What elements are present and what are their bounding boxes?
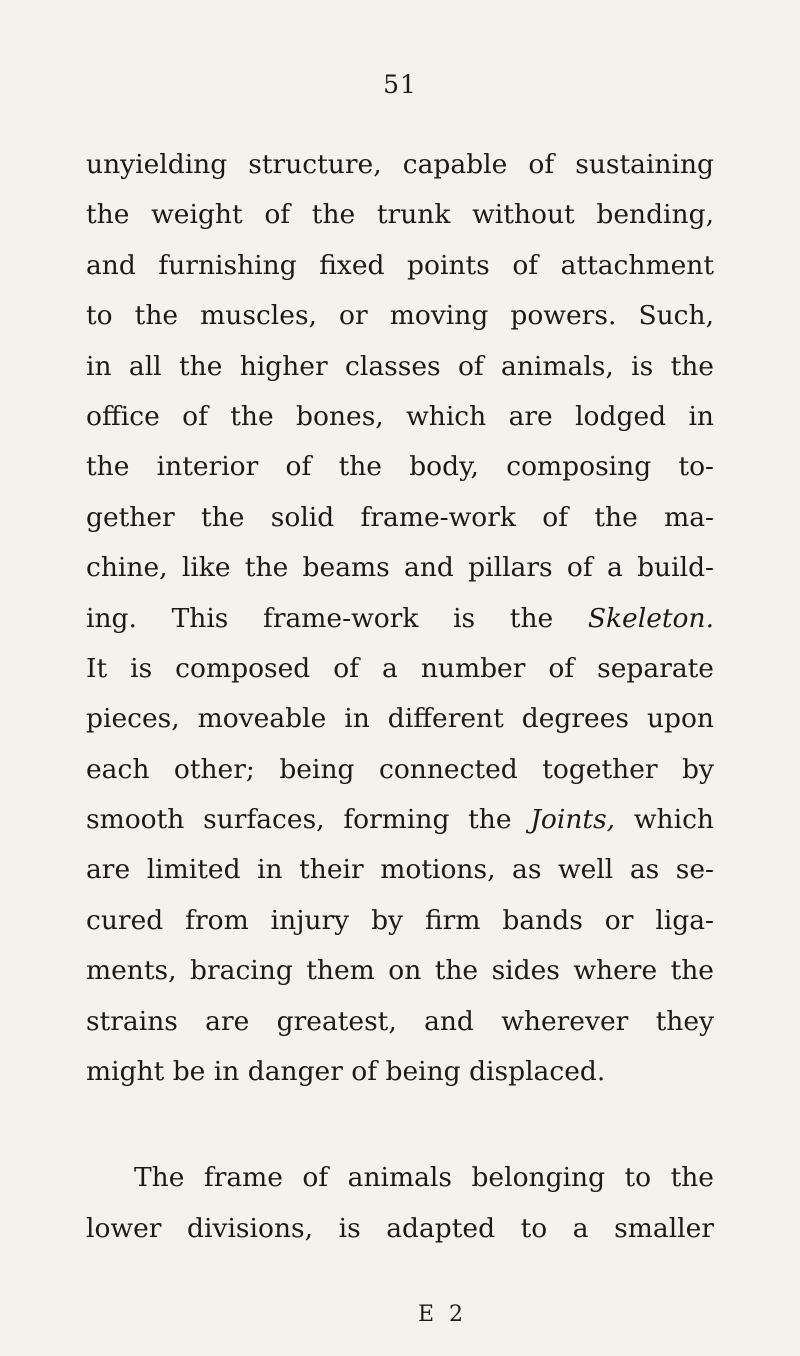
text-line: to the muscles, or moving powers. Such,	[86, 300, 714, 332]
text-line: The frame of animals belonging to the	[134, 1162, 714, 1194]
text-line: cured from injury by firm bands or liga-	[86, 904, 714, 936]
signature-mark: E 2	[418, 1302, 468, 1327]
italic-term-joints: Joints,	[530, 804, 616, 836]
text-line: and furnishing fixed points of attachment	[86, 249, 714, 281]
text-line-joints	[86, 795, 714, 845]
text-line: pieces, moveable in different degrees upon	[86, 703, 714, 735]
body-text	[86, 140, 714, 1254]
text-line: unyielding structure, capable of sustaining	[86, 149, 714, 180]
text-segment: ing. This frame-work is the	[86, 602, 588, 634]
italic-term-skeleton: Skeleton.	[587, 602, 714, 634]
text-line: might be in danger of being displaced.	[86, 1056, 606, 1088]
text-segment: smooth surfaces, forming the	[86, 804, 531, 836]
page-number: 51	[383, 70, 417, 99]
text-line: are limited in their motions, as well as se-	[86, 854, 714, 886]
text-line: each other; being connected together by	[86, 753, 714, 785]
text-line-skeleton	[86, 594, 714, 644]
text-line: lower divisions, is adapted to a smaller	[86, 1212, 714, 1244]
text-segment: which	[615, 804, 714, 836]
text-line: strains are greatest, and wherever they	[86, 1005, 714, 1037]
text-line: in all the higher classes of animals, is the	[86, 350, 714, 382]
text-line: gether the solid frame-work of the ma-	[86, 501, 714, 533]
text-line: It is composed of a number of separate	[86, 652, 714, 684]
text-line: office of the bones, which are lodged in	[86, 400, 714, 432]
text-line: chine, like the beams and pillars of a build-	[86, 552, 714, 584]
text-line: the weight of the trunk without bending,	[86, 199, 714, 231]
paragraph-gap	[86, 1097, 714, 1153]
text-line: the interior of the body, composing to-	[86, 451, 714, 483]
text-line: ments, bracing them on the sides where the	[86, 955, 714, 987]
